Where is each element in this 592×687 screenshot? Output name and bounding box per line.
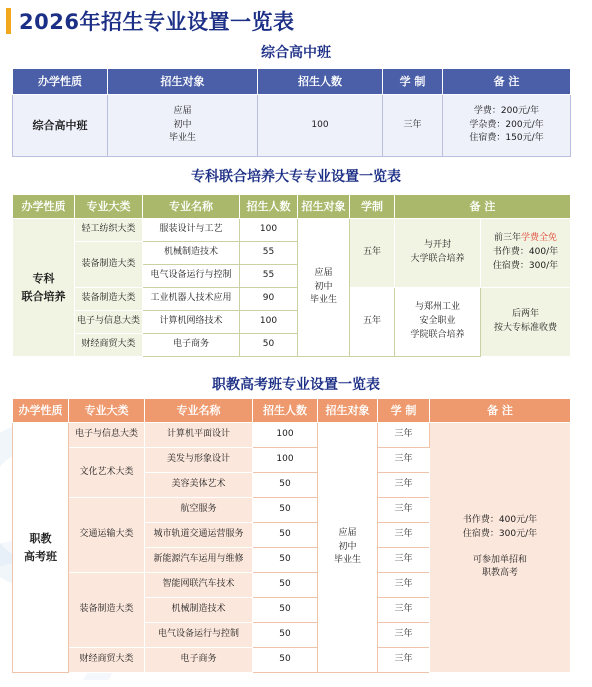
page-title: 2026年招生专业设置一览表 bbox=[19, 10, 295, 34]
category-cell: 财经商贸大类 bbox=[75, 334, 143, 357]
page-header bbox=[6, 6, 294, 36]
section3-title: 职教高考班专业设置一览表 bbox=[212, 377, 380, 393]
header-cell: 备 注 bbox=[430, 399, 571, 423]
note-line: 住宿费：150元/年 bbox=[469, 133, 544, 144]
target-line: 毕业生 bbox=[309, 295, 337, 306]
count-cell: 50 bbox=[253, 573, 318, 598]
target-cell bbox=[318, 423, 378, 673]
major-cell: 电气设备运行与控制 bbox=[143, 265, 240, 288]
target-line: 初中 bbox=[338, 541, 357, 552]
count-cell: 100 bbox=[253, 448, 318, 473]
major-cell: 工业机器人技术应用 bbox=[143, 288, 240, 311]
duration-cell: 三年 bbox=[378, 523, 430, 548]
major-cell: 机械制造技术 bbox=[145, 598, 253, 623]
partner-line: 与开封 bbox=[423, 240, 451, 251]
header-cell: 备 注 bbox=[443, 69, 571, 95]
section2-table bbox=[12, 194, 571, 357]
count-cell: 55 bbox=[240, 265, 298, 288]
header-cell: 专业名称 bbox=[145, 399, 253, 423]
major-cell: 城市轨道交通运营服务 bbox=[145, 523, 253, 548]
category-cell: 装备制造大类 bbox=[75, 288, 143, 311]
header-cell: 学 制 bbox=[383, 69, 443, 95]
note-line: 住宿费：300元/年 bbox=[462, 528, 538, 539]
count-cell: 100 bbox=[258, 95, 383, 157]
partner-line: 安全职业 bbox=[419, 316, 456, 327]
type-line: 高考班 bbox=[24, 549, 57, 563]
header-cell: 专业大类 bbox=[69, 399, 145, 423]
category-cell: 电子与信息大类 bbox=[69, 423, 145, 448]
note-line: 学费：200元/年 bbox=[473, 105, 540, 116]
header-cell: 备 注 bbox=[395, 195, 571, 219]
duration-cell: 三年 bbox=[383, 95, 443, 157]
header-cell: 招生人数 bbox=[240, 195, 298, 219]
count-cell: 50 bbox=[253, 498, 318, 523]
header-cell: 招生人数 bbox=[258, 69, 383, 95]
header-cell: 专业名称 bbox=[143, 195, 240, 219]
header-cell: 办学性质 bbox=[13, 399, 69, 423]
major-cell: 美发与形象设计 bbox=[145, 448, 253, 473]
note-line: 书作费：400/年 bbox=[492, 247, 559, 258]
duration-cell: 五年 bbox=[350, 219, 395, 288]
notes-cell bbox=[481, 288, 571, 357]
count-cell: 100 bbox=[253, 423, 318, 448]
header-cell: 招生人数 bbox=[253, 399, 318, 423]
target-cell bbox=[298, 219, 350, 357]
type-line: 联合培养 bbox=[21, 289, 66, 303]
target-line: 毕业生 bbox=[168, 133, 196, 144]
type-line: 专科 bbox=[32, 272, 55, 286]
duration-cell: 三年 bbox=[378, 498, 430, 523]
notes-cell bbox=[430, 423, 571, 673]
major-cell: 服装设计与工艺 bbox=[143, 219, 240, 242]
header-cell: 办学性质 bbox=[13, 69, 108, 95]
category-cell: 装备制造大类 bbox=[69, 573, 145, 648]
duration-cell: 三年 bbox=[378, 448, 430, 473]
header-cell: 招生对象 bbox=[108, 69, 258, 95]
note-spacer bbox=[430, 542, 570, 554]
note-line: 后两年 bbox=[511, 309, 539, 320]
major-cell: 智能网联汽车技术 bbox=[145, 573, 253, 598]
major-cell: 新能源汽车运用与维修 bbox=[145, 548, 253, 573]
count-cell: 50 bbox=[253, 598, 318, 623]
target-line: 初中 bbox=[314, 281, 333, 292]
target-line: 应届 bbox=[338, 527, 357, 538]
table-header-row bbox=[13, 399, 571, 423]
note-highlight: 学费全免 bbox=[521, 233, 558, 244]
count-cell: 50 bbox=[240, 334, 298, 357]
major-cell: 美容美体艺术 bbox=[145, 473, 253, 498]
table-row bbox=[13, 219, 571, 242]
count-cell: 50 bbox=[253, 623, 318, 648]
header-cell: 学 制 bbox=[378, 399, 430, 423]
duration-cell: 三年 bbox=[378, 548, 430, 573]
count-cell: 55 bbox=[240, 242, 298, 265]
category-cell: 电子与信息大类 bbox=[75, 311, 143, 334]
header-cell: 招生对象 bbox=[298, 195, 350, 219]
notes-cell bbox=[443, 95, 571, 157]
title-accent-bar bbox=[6, 8, 11, 34]
partner-cell bbox=[395, 219, 481, 288]
type-cell bbox=[13, 219, 75, 357]
major-cell: 航空服务 bbox=[145, 498, 253, 523]
partner-cell bbox=[395, 288, 481, 357]
count-cell: 100 bbox=[240, 311, 298, 334]
note-prefix: 前三年 bbox=[493, 233, 521, 244]
duration-cell: 五年 bbox=[350, 288, 395, 357]
major-cell: 电子商务 bbox=[145, 648, 253, 673]
note-line: 书作费：400元/年 bbox=[462, 514, 538, 525]
count-cell: 90 bbox=[240, 288, 298, 311]
count-cell: 50 bbox=[253, 648, 318, 673]
table-row bbox=[13, 288, 571, 311]
note-line: 按大专标准收费 bbox=[493, 323, 557, 333]
count-cell: 50 bbox=[253, 473, 318, 498]
note-line bbox=[481, 232, 570, 246]
count-cell: 50 bbox=[253, 523, 318, 548]
partner-line: 学院联合培养 bbox=[410, 329, 465, 340]
major-cell: 计算机平面设计 bbox=[145, 423, 253, 448]
table-row bbox=[13, 95, 571, 157]
header-cell: 专业大类 bbox=[75, 195, 143, 219]
duration-cell: 三年 bbox=[378, 423, 430, 448]
note-line: 住宿费：300/年 bbox=[492, 260, 559, 271]
target-line: 应届 bbox=[173, 105, 192, 116]
major-cell: 机械制造技术 bbox=[143, 242, 240, 265]
note-line: 可参加单招和 bbox=[472, 554, 527, 565]
duration-cell: 三年 bbox=[378, 573, 430, 598]
category-cell: 财经商贸大类 bbox=[69, 648, 145, 673]
table-header-row bbox=[13, 195, 571, 219]
major-cell: 计算机网络技术 bbox=[143, 311, 240, 334]
target-line: 毕业生 bbox=[333, 555, 361, 566]
note-line: 职教高考 bbox=[481, 568, 518, 579]
duration-cell: 三年 bbox=[378, 623, 430, 648]
section3-table bbox=[12, 398, 571, 673]
category-cell: 文化艺术大类 bbox=[69, 448, 145, 498]
header-cell: 学制 bbox=[350, 195, 395, 219]
section1-table bbox=[12, 68, 571, 157]
count-cell: 50 bbox=[253, 548, 318, 573]
note-line: 学杂费：200元/年 bbox=[469, 119, 544, 130]
partner-line: 与郑州工业 bbox=[414, 302, 460, 313]
major-cell: 电子商务 bbox=[143, 334, 240, 357]
duration-cell: 三年 bbox=[378, 473, 430, 498]
target-line: 应届 bbox=[314, 267, 333, 278]
type-line: 职教 bbox=[29, 532, 52, 546]
category-cell: 交通运输大类 bbox=[69, 498, 145, 573]
table-row bbox=[13, 423, 571, 448]
section1-title: 综合高中班 bbox=[261, 45, 331, 61]
target-line: 初中 bbox=[173, 119, 192, 130]
duration-cell: 三年 bbox=[378, 648, 430, 673]
header-cell: 办学性质 bbox=[13, 195, 75, 219]
count-cell: 100 bbox=[240, 219, 298, 242]
target-cell bbox=[108, 95, 258, 157]
header-cell: 招生对象 bbox=[318, 399, 378, 423]
section2-title: 专科联合培养大专专业设置一览表 bbox=[191, 169, 401, 185]
duration-cell: 三年 bbox=[378, 598, 430, 623]
major-cell: 电气设备运行与控制 bbox=[145, 623, 253, 648]
type-cell: 综合高中班 bbox=[13, 95, 108, 157]
table-header-row bbox=[13, 69, 571, 95]
partner-line: 大学联合培养 bbox=[410, 254, 465, 264]
notes-cell bbox=[481, 219, 571, 288]
category-cell: 轻工纺织大类 bbox=[75, 219, 143, 242]
category-cell: 装备制造大类 bbox=[75, 242, 143, 288]
type-cell bbox=[13, 423, 69, 673]
